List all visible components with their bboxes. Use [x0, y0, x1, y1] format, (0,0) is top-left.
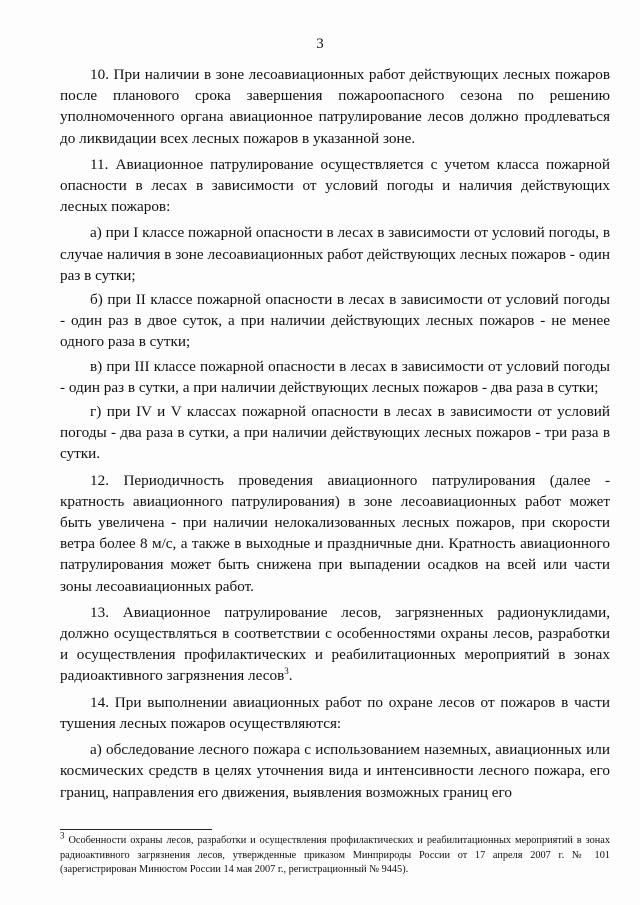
paragraph-11: 11. Авиационное патрулирование осуществляется с учетом класса пожарной опасности в лесах в зависимости от условий погоды и наличия действующих лесных пожаров: — [60, 155, 610, 216]
document-body — [60, 64, 610, 808]
paragraph-11g: г) при IV и V классах пожарной опасности в лесах в зависимости от условий погоды - два раза в сутки, а при наличии действующих лесных пожаров - три раза в сутки. — [60, 403, 610, 463]
footnote-marker: 3 — [284, 666, 289, 677]
paragraph-12: 12. Периодичность проведения авиационного патрулирования (далее - кратность авиационного патрулирования) в зоне лесоавиационных работ может быть увеличена - при наличии нелокализованных лесных пожаров, при скорости ветра более 8 м/с, а также в выходные и праздничные дни. Кратность авиационного патрулирования может быть снижена при выпадении осадков на всей или части зоны лесоавиационных работ. — [60, 471, 610, 595]
footnote-text: Особенности охраны лесов, разработки и осуществления профилактических и реабилитационных мероприятий в зонах радиоактивного загрязнения лесов, утвержденные приказом Минприроды России от 17 апреля 2007 г. № 101 (зарегистрирован Минюстом России 14 мая 2007 г., регистрационный № 9445). — [60, 835, 610, 875]
footnote-separator — [60, 829, 212, 830]
paragraph-10: 10. При наличии в зоне лесоавиационных работ действующих лесных пожаров после планового срока завершения пожароопасного сезона по решению уполномоченного органа авиационное патрулирование лесов должно продлеваться до ликвидации всех лесных пожаров в указанной зоне. — [60, 66, 610, 147]
footnote-number: 3 — [60, 830, 65, 841]
paragraph-11v: в) при III классе пожарной опасности в лесах в зависимости от условий погоды - один раз в сутки, а при наличии действующих лесных пожаров - два раза в сутки; — [60, 357, 610, 396]
page-number: 3 — [316, 36, 324, 52]
paragraph-14: 14. При выполнении авиационных работ по охране лесов от пожаров в части тушения лесных пожаров осуществляются: — [60, 693, 610, 732]
paragraph-13-text: 13. Авиационное патрулирование лесов, загрязненных радионуклидами, должно осуществляться в соответствии с особенностями охраны лесов, разработки и осуществления профилактических и реабилитационных мероприятий в зонах радиоактивного загрязнения лесов — [60, 603, 610, 685]
paragraph-14a: а) обследование лесного пожара с использованием наземных, авиационных или космических средств в целях уточнения вида и интенсивности лесного пожара, его границ, направления его движения, выявления возможных границ его — [60, 741, 610, 801]
paragraph-11b: б) при II классе пожарной опасности в лесах в зависимости от условий погоды - один раз в двое суток, а при наличии действующих лесных пожаров - не менее одного раза в сутки; — [60, 291, 610, 351]
paragraph-13: 13. Авиационное патрулирование лесов, загрязненных радионуклидами, должно осуществляться в соответствии с особенностями охраны лесов, разработки и осуществления профилактических и реабилитационных мероприятий в зонах радиоактивного загрязнения лесов$^3$. — [60, 603, 610, 685]
paragraph-11a: а) при I классе пожарной опасности в лесах в зависимости от условий погоды, в случае наличия в зоне лесоавиационных работ действующих лесных пожаров - один раз в сутки; — [60, 224, 610, 284]
footnote — [60, 830, 610, 878]
